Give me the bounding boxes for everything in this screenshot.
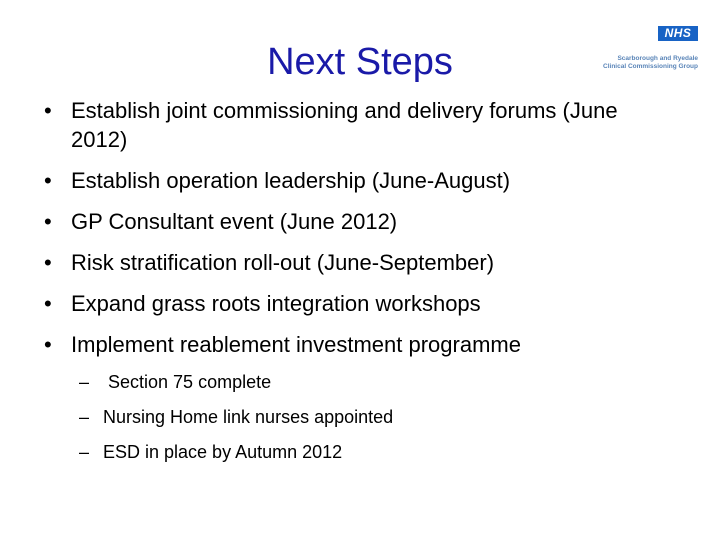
sub-bullet-item xyxy=(79,370,393,394)
bullet-text: Implement reablement investment programme xyxy=(71,332,521,357)
bullet-text: Establish joint commissioning and delivery forums (June 2012) xyxy=(71,98,618,152)
dash-icon: – xyxy=(79,442,90,462)
bullet-item xyxy=(44,289,684,318)
sub-bullet-item xyxy=(79,405,393,429)
bullet-dot-icon: • xyxy=(44,209,52,234)
bullet-item xyxy=(44,248,684,277)
bullet-text: Risk stratification roll-out (June-September) xyxy=(71,250,495,275)
sub-bullet-text: Nursing Home link nurses appointed xyxy=(103,407,394,427)
bullet-dot-icon: • xyxy=(44,168,52,193)
sub-bullet-item xyxy=(79,440,393,464)
slide-title: Next Steps xyxy=(267,41,453,83)
bullet-text: Establish operation leadership (June-August) xyxy=(71,168,511,193)
bullet-item xyxy=(44,330,684,359)
nhs-logo xyxy=(580,26,698,72)
bullet-item xyxy=(44,207,684,236)
bullet-dot-icon: • xyxy=(44,332,52,357)
org-name: Scarborough and Ryedale Clinical Commissioning Group xyxy=(603,55,698,70)
dash-icon: – xyxy=(79,372,90,392)
bullet-list xyxy=(44,96,684,371)
bullet-item xyxy=(44,96,671,154)
sub-bullet-text: Section 75 complete xyxy=(103,372,272,392)
sub-bullet-list xyxy=(79,370,393,475)
bullet-text: Expand grass roots integration workshops xyxy=(71,291,481,316)
bullet-text: GP Consultant event (June 2012) xyxy=(71,209,398,234)
bullet-dot-icon: • xyxy=(44,291,52,316)
dash-icon: – xyxy=(79,407,90,427)
bullet-dot-icon: • xyxy=(44,98,52,123)
sub-bullet-text: ESD in place by Autumn 2012 xyxy=(103,442,343,462)
bullet-dot-icon: • xyxy=(44,250,52,275)
nhs-badge: NHS xyxy=(658,26,698,41)
bullet-item xyxy=(44,166,684,195)
